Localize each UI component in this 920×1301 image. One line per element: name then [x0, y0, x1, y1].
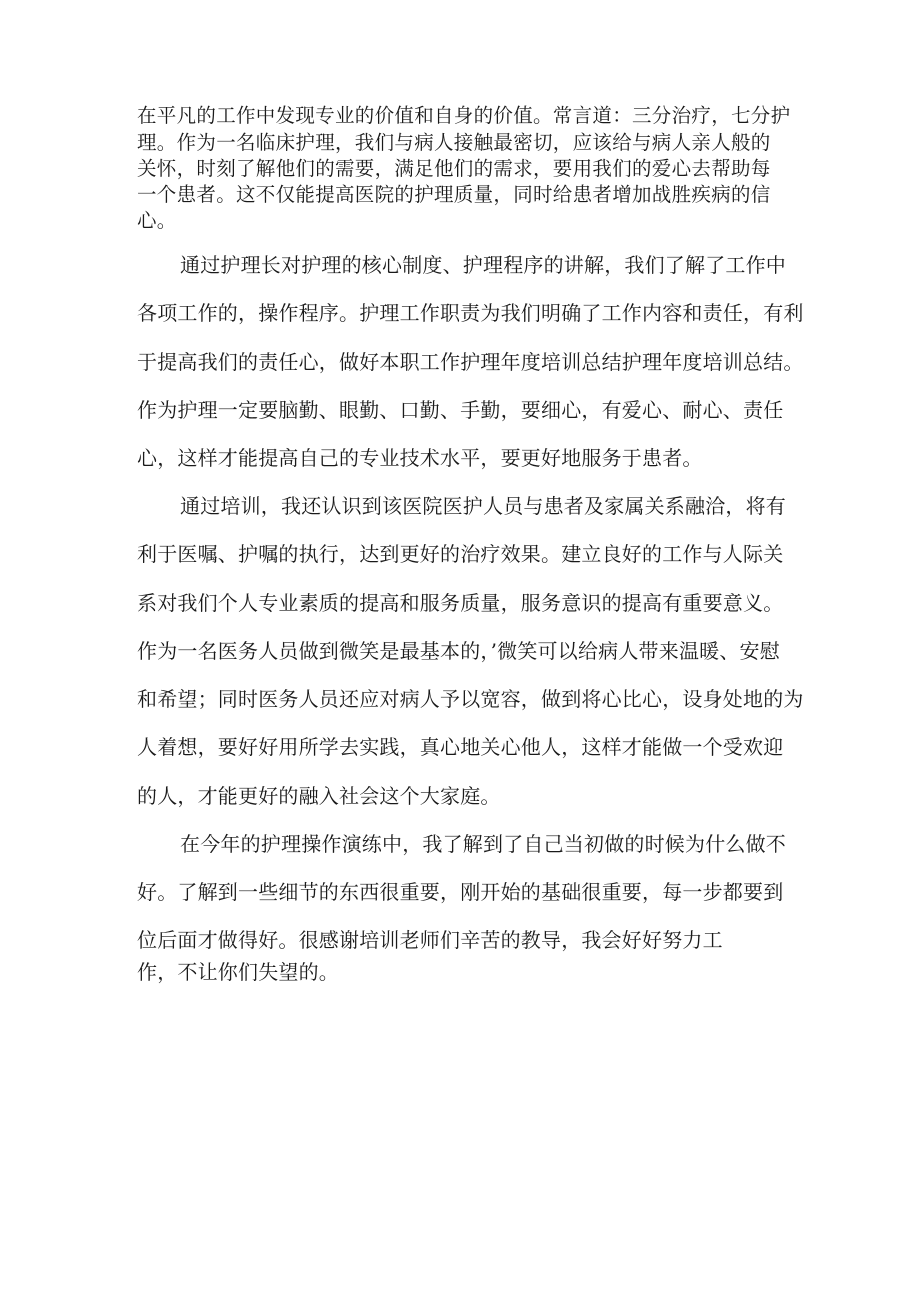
text-line: 于提高我们的责任心，做好本职工作护理年度培训总结护理年度培训总结。	[137, 350, 804, 374]
text-line: 作为一名医务人员做到微笑是最基本的，’微笑可以给病人带来温暖、安慰	[137, 639, 780, 663]
text-line: 的人，才能更好的融入社会这个大家庭。	[137, 784, 501, 808]
text-line: 利于医嘱、护嘱的执行，达到更好的治疗效果。建立良好的工作与人际关	[137, 542, 784, 566]
text-line: 在平凡的工作中发现专业的价值和自身的价值。常言道：三分治疗，七分护	[137, 104, 791, 127]
text-line: 人着想，要好好用所学去实践，真心地关心他人，这样才能做一个受欢迎	[137, 735, 784, 759]
text-line: 通过培训，我还认识到该医院医护人员与患者及家属关系融洽，将有	[180, 494, 786, 518]
text-line: 通过护理长对护理的核心制度、护理程序的讲解，我们了解了工作中	[180, 253, 786, 277]
text-line: 和希望；同时医务人员还应对病人予以宽容，做到将心比心，设身处地的为	[137, 687, 804, 711]
text-line: 理。作为一名临床护理，我们与病人接触最密切，应该给与病人亲人般的	[137, 131, 771, 154]
text-line: 系对我们个人专业素质的提高和服务质量，服务意识的提高有重要意义。	[137, 591, 784, 615]
text-line: 作为护理一定要脑勤、眼勤、口勤、手勤，要细心，有爱心、耐心、责任	[137, 398, 784, 422]
text-line: 心，这样才能提高自己的专业技术水平，要更好地服务于患者。	[137, 446, 703, 470]
text-line: 各项工作的，操作程序。护理工作职责为我们明确了工作内容和责任，有利	[137, 301, 804, 325]
text-line: 好。了解到一些细节的东西很重要，刚开始的基础很重要，每一步都要到	[137, 880, 784, 904]
text-line: 作，不让你们失望的。	[137, 960, 339, 984]
text-line: 心。	[137, 209, 177, 232]
text-line: 位后面才做得好。很感谢培训老师们辛苦的教导，我会好好努力工	[137, 928, 723, 952]
text-line: 关怀，时刻了解他们的需要，满足他们的需求，要用我们的爱心去帮助每	[137, 157, 771, 180]
text-line: 在今年的护理操作演练中，我了解到了自己当初做的时候为什么做不	[180, 832, 786, 856]
text-line: 一个患者。这不仅能提高医院的护理质量，同时给患者增加战胜疾病的信	[137, 183, 771, 206]
